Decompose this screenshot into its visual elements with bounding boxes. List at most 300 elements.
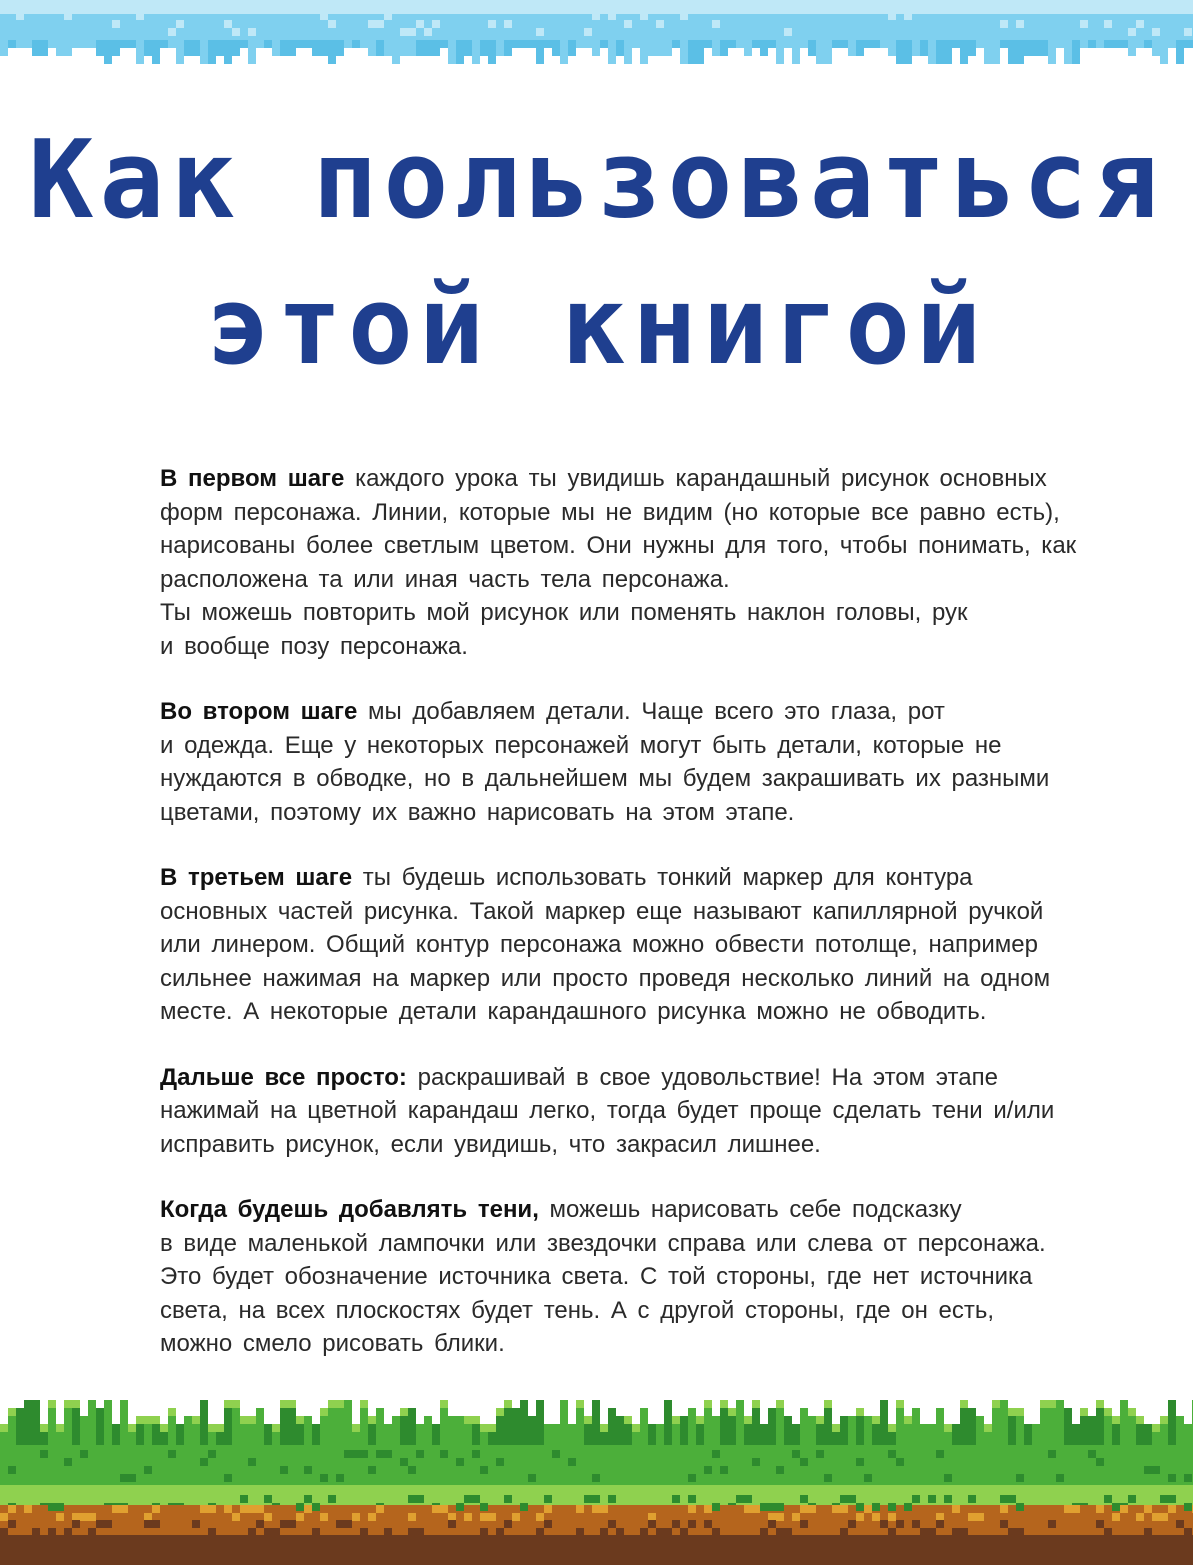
dirt-pixel	[280, 1513, 288, 1521]
grass-pixel	[360, 1400, 368, 1408]
sky-pixel	[536, 40, 544, 64]
dirt-pixel	[1024, 1513, 1032, 1521]
sky-pixel	[960, 40, 968, 64]
dirt-pixel	[32, 1528, 40, 1536]
grass-pixel	[408, 1495, 416, 1503]
grass-pixel	[736, 1495, 744, 1503]
grass-pixel	[216, 1424, 224, 1432]
dirt-pixel	[872, 1513, 880, 1521]
sky-pixel	[376, 40, 384, 56]
dirt-pixel	[408, 1528, 416, 1536]
grass-pixel	[1128, 1408, 1136, 1416]
sky-pixel	[136, 40, 144, 64]
grass-pixel	[416, 1450, 424, 1458]
grass-pixel	[1000, 1400, 1008, 1445]
dirt-pixel	[792, 1513, 800, 1521]
grass-pixel	[1104, 1408, 1112, 1416]
sky-pixel	[1000, 20, 1008, 28]
sky-pixel	[888, 40, 896, 56]
paragraph-text: Ты можешь повторить мой рисунок или поменять наклон головы, рук	[160, 599, 968, 626]
dirt-pixel	[1168, 1505, 1176, 1513]
grass-pixel	[568, 1424, 576, 1445]
sky-pixel	[48, 4, 56, 12]
grass-pixel	[0, 1424, 8, 1432]
grass-pixel	[1168, 1400, 1176, 1445]
dirt-pixel	[80, 1513, 88, 1521]
grass-pixel	[352, 1424, 360, 1432]
sky-pixel	[40, 40, 48, 56]
grass-pixel	[232, 1400, 240, 1408]
sky-pixel	[104, 40, 112, 64]
grass-pixel	[40, 1450, 48, 1458]
dirt-pixel	[752, 1505, 760, 1513]
dirt-pixel	[880, 1520, 888, 1528]
dirt-pixel	[16, 1505, 24, 1513]
dirt-pixel	[192, 1505, 200, 1513]
grass-pixel	[248, 1416, 256, 1424]
grass-pixel	[304, 1495, 312, 1503]
sky-pixel	[600, 40, 608, 48]
grass-pixel	[792, 1450, 800, 1458]
grass-pixel	[200, 1400, 208, 1445]
grass-pixel	[928, 1424, 936, 1445]
sky-pixel	[992, 40, 1000, 64]
dirt-pixel	[1184, 1513, 1192, 1521]
dirt-pixel	[240, 1505, 248, 1513]
sky-pixel	[640, 40, 648, 64]
dirt-pixel	[96, 1520, 104, 1528]
grass-pixel	[1048, 1400, 1056, 1408]
sky-pixel	[1096, 40, 1104, 48]
sky-pixel	[432, 40, 440, 56]
grass-pixel	[1016, 1408, 1024, 1416]
grass-pixel	[128, 1424, 136, 1432]
sky-pixel	[584, 40, 592, 48]
dirt-pixel	[112, 1505, 120, 1513]
dirt-pixel	[448, 1513, 456, 1521]
grass-pixel	[1136, 1416, 1144, 1424]
sky-pixel	[136, 12, 144, 20]
sky-pixel	[920, 40, 928, 56]
sky-pixel	[32, 40, 40, 56]
dirt-pixel	[408, 1513, 416, 1521]
sky-pixel	[728, 40, 736, 48]
sky-pixel	[344, 40, 352, 48]
dirt-pixel	[352, 1513, 360, 1521]
grass-pixel	[248, 1458, 256, 1466]
paragraph-text: раскрашивай в свое удовольствие! На этом этапе	[406, 1063, 998, 1091]
grass-pixel	[1096, 1400, 1104, 1408]
paragraph-text: света, на всех плоскостях будет тень. А с другой стороны, где он есть,	[160, 1296, 995, 1324]
sky-pixel	[368, 20, 376, 28]
dirt-pixel	[64, 1528, 72, 1536]
sky-pixel	[16, 12, 24, 20]
dirt-pixel	[1176, 1520, 1184, 1528]
dirt-pixel	[904, 1513, 912, 1521]
dirt-pixel	[392, 1513, 400, 1521]
grass-pixel	[32, 1400, 40, 1445]
dirt-pixel	[544, 1505, 552, 1513]
dirt-pixel	[952, 1528, 960, 1536]
grass-pixel	[1088, 1450, 1096, 1458]
grass-pixel	[472, 1495, 480, 1503]
grass-pixel	[888, 1424, 896, 1432]
dirt-pixel	[368, 1513, 376, 1521]
sky-pixel	[168, 28, 176, 36]
sky-pixel	[656, 40, 664, 56]
dirt-pixel	[776, 1528, 784, 1536]
grass-pixel	[800, 1408, 808, 1445]
grass-pixel	[96, 1408, 104, 1445]
sky-pixel	[504, 20, 512, 28]
sky-pixel	[1104, 20, 1112, 28]
sky-pixel	[392, 40, 400, 64]
sky-pixel	[736, 4, 744, 12]
dirt-pixel	[1096, 1520, 1104, 1528]
dirt-pixel	[728, 1505, 736, 1513]
grass-pixel	[856, 1458, 864, 1466]
grass-pixel	[48, 1400, 56, 1408]
sky-pixel	[32, 4, 40, 12]
dirt-pixel	[104, 1520, 112, 1528]
grass-pixel	[912, 1408, 920, 1445]
dirt-pixel	[1152, 1513, 1160, 1521]
sky-pixel	[424, 28, 432, 36]
dirt-pixel	[88, 1513, 96, 1521]
dirt-pixel	[472, 1505, 480, 1513]
grass-pixel	[1016, 1503, 1024, 1511]
grass-pixel	[64, 1458, 72, 1466]
grass-pixel	[456, 1416, 464, 1445]
grass-pixel	[368, 1416, 376, 1424]
grass-pixel	[416, 1424, 424, 1445]
grass-pixel	[400, 1458, 408, 1466]
dirt-pixel	[160, 1505, 168, 1513]
sky-pixel	[816, 40, 824, 64]
grass-pixel	[112, 1424, 120, 1445]
sky-pixel	[680, 40, 688, 64]
grass-pixel	[840, 1495, 848, 1503]
grass-pixel	[944, 1424, 952, 1432]
grass-pixel	[360, 1450, 368, 1458]
sky-pixel	[1080, 20, 1088, 28]
dirt-pixel	[496, 1528, 504, 1536]
grass-pixel	[152, 1416, 160, 1424]
sky-pixel	[472, 40, 480, 64]
dirt-pixel	[1096, 1505, 1104, 1513]
sky-pixel	[792, 40, 800, 64]
dirt-pixel	[552, 1513, 560, 1521]
grass-pixel	[120, 1474, 128, 1482]
sky-pixel	[88, 40, 96, 48]
pixel-ground-graphic	[0, 1390, 1193, 1565]
sky-pixel	[680, 12, 688, 20]
sky-pixel	[504, 40, 512, 56]
grass-pixel	[488, 1424, 496, 1432]
grass-pixel	[200, 1458, 208, 1466]
dirt-pixel	[640, 1528, 648, 1536]
sky-pixel	[1176, 40, 1184, 64]
paragraph-lead: Когда будешь добавлять тени,	[160, 1196, 539, 1223]
grass-pixel	[960, 1400, 968, 1408]
grass-pixel	[728, 1408, 736, 1416]
grass-pixel	[1056, 1400, 1064, 1445]
dirt-pixel	[272, 1505, 280, 1513]
dirt-pixel	[968, 1513, 976, 1521]
dirt-pixel	[656, 1528, 664, 1536]
dirt-pixel	[88, 1528, 96, 1536]
sky-pixel	[240, 40, 248, 48]
dirt-pixel	[296, 1513, 304, 1521]
dirt-pixel	[888, 1528, 896, 1536]
grass-pixel	[272, 1424, 280, 1432]
sky-pixel	[8, 40, 16, 48]
dirt-pixel	[736, 1505, 744, 1513]
grass-pixel	[856, 1503, 864, 1511]
dirt-pixel	[592, 1505, 600, 1513]
grass-pixel	[480, 1424, 488, 1432]
sky-pixel	[1104, 40, 1112, 48]
grass-pixel	[344, 1400, 352, 1445]
grass-pixel	[264, 1495, 272, 1503]
paragraph-text: основных частей рисунка. Такой маркер еще называют капиллярной ручкой	[160, 897, 1044, 925]
sky-pixel	[1024, 40, 1032, 56]
grass-pixel	[336, 1474, 344, 1482]
grass-pixel	[504, 1495, 512, 1503]
dirt-pixel	[144, 1513, 152, 1521]
dirt-pixel	[896, 1505, 904, 1513]
grass-pixel	[688, 1474, 696, 1482]
dirt-pixel	[688, 1520, 696, 1528]
dirt-pixel	[384, 1528, 392, 1536]
grass-pixel	[280, 1400, 288, 1408]
grass-pixel	[776, 1503, 784, 1511]
dirt-pixel	[936, 1513, 944, 1521]
grass-pixel	[840, 1416, 848, 1445]
sky-pixel	[1144, 40, 1152, 48]
sky-pixel	[520, 40, 528, 48]
grass-pixel	[832, 1424, 840, 1432]
grass-pixel	[608, 1408, 616, 1445]
grass-pixel	[784, 1416, 792, 1445]
grass-pixel	[952, 1424, 960, 1445]
dirt-pixel	[1128, 1513, 1136, 1521]
dirt-pixel	[1064, 1505, 1072, 1513]
grass-pixel	[1152, 1424, 1160, 1432]
dirt-pixel	[216, 1513, 224, 1521]
grass-pixel	[560, 1400, 568, 1445]
pixel-sky-border	[0, 0, 1193, 72]
sky-pixel	[904, 12, 912, 20]
dirt-pixel	[1072, 1505, 1080, 1513]
dirt-pixel	[224, 1505, 232, 1513]
dirt-pixel	[760, 1513, 768, 1521]
sky-pixel	[552, 40, 560, 56]
grass-pixel	[880, 1400, 888, 1445]
sky-pixel	[608, 40, 616, 64]
grass-pixel	[168, 1408, 176, 1416]
grass-pixel	[720, 1400, 728, 1408]
dirt-pixel	[384, 1505, 392, 1513]
grass-pixel	[1160, 1495, 1168, 1503]
grass-pixel	[432, 1424, 440, 1445]
grass-pixel	[992, 1400, 1000, 1408]
grass-pixel	[480, 1503, 488, 1511]
sky-pixel	[760, 4, 768, 12]
dirt-pixel	[1176, 1505, 1184, 1513]
dirt-pixel	[920, 1528, 928, 1536]
dirt-pixel	[280, 1520, 288, 1528]
dirt-pixel	[960, 1513, 968, 1521]
paragraph-text: мы добавляем детали. Чаще всего это глаза, рот	[357, 698, 945, 725]
paragraph-text: и одежда. Еще у некоторых персонажей могут быть детали, которые не	[160, 731, 1002, 759]
sky-pixel	[1184, 28, 1192, 36]
grass-pixel	[104, 1400, 112, 1445]
sky-pixel	[184, 40, 192, 56]
sky-pixel	[1160, 40, 1168, 64]
grass-pixel	[8, 1466, 16, 1474]
grass-pixel	[376, 1408, 384, 1445]
paragraph-lead: Во втором шаге	[160, 698, 358, 725]
grass-pixel	[1032, 1424, 1040, 1445]
grass-pixel	[1184, 1503, 1192, 1511]
grass-pixel	[1128, 1495, 1136, 1503]
sky-pixel	[528, 40, 536, 48]
sky-pixel	[312, 40, 320, 56]
dirt-pixel	[416, 1513, 424, 1521]
dirt-pixel	[584, 1505, 592, 1513]
grass-pixel	[864, 1416, 872, 1445]
grass-pixel	[520, 1400, 528, 1445]
grass-pixel	[1008, 1408, 1016, 1416]
dirt-pixel	[264, 1528, 272, 1536]
dirt-pixel	[840, 1528, 848, 1536]
dirt-pixel	[344, 1520, 352, 1528]
grass-pixel	[776, 1466, 784, 1474]
sky-pixel	[1152, 40, 1160, 56]
dirt-pixel	[944, 1505, 952, 1513]
grass-pixel	[1168, 1495, 1176, 1503]
sky-pixel	[976, 40, 984, 48]
sky-pixel	[216, 40, 224, 56]
sky-pixel	[96, 4, 104, 12]
grass-pixel	[304, 1466, 312, 1474]
sky-pixel	[176, 40, 184, 64]
sky-pixel	[984, 40, 992, 64]
dirt-pixel	[1104, 1505, 1112, 1513]
sky-pixel	[776, 4, 784, 12]
grass-pixel	[320, 1474, 328, 1482]
grass-pixel	[568, 1458, 576, 1466]
sky-pixel	[424, 40, 432, 56]
dirt-pixel	[256, 1505, 264, 1513]
grass-pixel	[888, 1450, 896, 1458]
sky-pixel	[376, 20, 384, 28]
sky-pixel	[464, 40, 472, 56]
grass-pixel	[872, 1416, 880, 1424]
grass-pixel	[520, 1503, 528, 1511]
grass-pixel	[688, 1495, 696, 1503]
dirt-pixel	[168, 1505, 176, 1513]
dirt-pixel	[1184, 1528, 1192, 1536]
sky-pixel	[840, 40, 848, 48]
dirt-pixel	[48, 1528, 56, 1536]
dirt-pixel	[760, 1528, 768, 1536]
dirt-pixel	[480, 1528, 488, 1536]
sky-pixel	[944, 40, 952, 64]
dirt-pixel	[1120, 1505, 1128, 1513]
grass-pixel	[328, 1495, 336, 1503]
grass-pixel	[24, 1400, 32, 1445]
grass-pixel	[1000, 1495, 1008, 1503]
dirt-pixel	[64, 1513, 72, 1521]
dirt-pixel	[336, 1520, 344, 1528]
dirt-pixel	[840, 1505, 848, 1513]
sky-pixel	[400, 28, 408, 36]
dirt-pixel	[360, 1513, 368, 1521]
sky-pixel	[96, 40, 104, 56]
paragraph-text: нуждаются в обводке, но в дальнейшем мы будем закрашивать их разными	[160, 765, 1050, 792]
dirt-pixel	[648, 1513, 656, 1521]
dirt-pixel	[136, 1505, 144, 1513]
sky-pixel	[304, 4, 312, 12]
sky-pixel	[792, 4, 800, 12]
grass-pixel	[264, 1424, 272, 1445]
dirt-pixel	[248, 1505, 256, 1513]
dirt-pixel	[0, 1528, 8, 1536]
paragraph-lead: В первом шаге	[160, 465, 345, 492]
sky-pixel	[688, 40, 696, 64]
dirt-band-dark	[0, 1535, 1193, 1565]
dirt-pixel	[488, 1513, 496, 1521]
grass-pixel	[384, 1424, 392, 1445]
grass-pixel	[824, 1400, 832, 1408]
dirt-pixel	[1000, 1505, 1008, 1513]
dirt-pixel	[104, 1505, 112, 1513]
dirt-pixel	[712, 1528, 720, 1536]
grass-pixel	[224, 1474, 232, 1482]
grass-pixel	[656, 1424, 664, 1445]
grass-pixel	[744, 1416, 752, 1424]
dirt-pixel	[416, 1528, 424, 1536]
grass-pixel	[456, 1458, 464, 1466]
sky-pixel	[880, 40, 888, 48]
sky-pixel	[248, 28, 256, 36]
grass-pixel	[752, 1458, 760, 1466]
grass-pixel	[808, 1416, 816, 1445]
grass-pixel	[1104, 1495, 1112, 1503]
paragraph-text: и вообще позу персонажа.	[160, 632, 468, 660]
dirt-pixel	[1032, 1513, 1040, 1521]
sky-pixel	[776, 40, 784, 64]
sky-pixel	[784, 40, 792, 48]
grass-pixel	[704, 1400, 712, 1408]
sky-pixel	[176, 20, 184, 28]
sky-pixel	[1088, 40, 1096, 48]
dirt-pixel	[8, 1505, 16, 1513]
dirt-pixel	[1160, 1513, 1168, 1521]
sky-pixel	[848, 40, 856, 56]
grass-pixel	[240, 1495, 248, 1503]
sky-pixel	[296, 40, 304, 48]
grass-pixel	[1088, 1416, 1096, 1445]
sky-pixel	[416, 40, 424, 56]
dirt-pixel	[0, 1513, 8, 1521]
grass-pixel	[848, 1416, 856, 1445]
grass-pixel	[800, 1458, 808, 1466]
sky-pixel	[544, 40, 552, 48]
dirt-pixel	[1144, 1528, 1152, 1536]
